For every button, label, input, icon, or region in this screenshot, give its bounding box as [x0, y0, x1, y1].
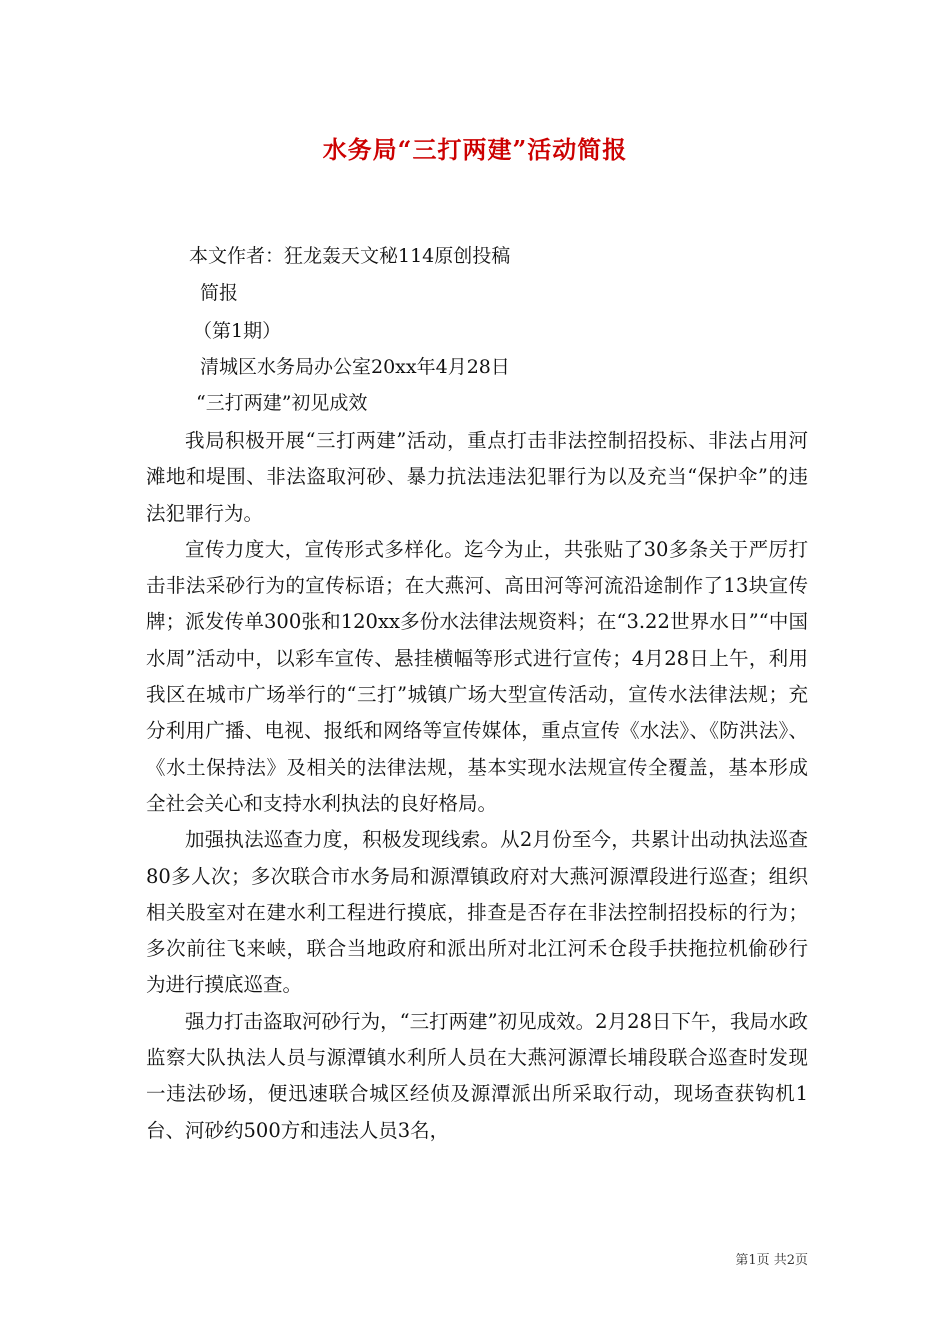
- paragraph: 宣传力度大，宣传形式多样化。迄今为止，共张贴了30多条关于严厉打击非法采砂行为的宣传标语；在大燕河、高田河等河流沿途制作了13块宣传牌；派发传单300张和120xx多份水法律法规资料；在“3.22世界水日”“中国水周”活动中，以彩车宣传、悬挂横幅等形式进行宣传；4月28日上午，利用我区在城市广场举行的“三打”城镇广场大型宣传活动，宣传水法律法规；充分利用广播、电视、报纸和网络等宣传媒体，重点宣传《水法》、《防洪法》、《水土保持法》及相关的法律法规，基本实现水法规宣传全覆盖，基本形成全社会关心和支持水利执法的良好格局。: [146, 537, 808, 815]
- office-date-line: 清城区水务局办公室20xx年4月28日: [200, 356, 510, 378]
- body-text: [146, 423, 808, 1149]
- paragraph: 强力打击盗取河砂行为，“三打两建”初见成效。2月28日下午，我局水政监察大队执法人员与源潭镇水利所人员在大燕河源潭长埔段联合巡查时发现一违法砂场，便迅速联合城区经侦及源潭派出所采取行动，现场查获钩机1台、河砂约500方和违法人员3名，: [146, 1009, 808, 1142]
- author-line: 本文作者：狂龙轰天文秘114原创投稿: [189, 245, 511, 267]
- brief-label: 简报: [200, 282, 239, 304]
- page-number: 第1页 共2页: [735, 1253, 808, 1268]
- section-headline: “三打两建”初见成效: [196, 392, 368, 414]
- paragraph: 我局积极开展“三打两建”活动，重点打击非法控制招投标、非法占用河滩地和堤围、非法盗取河砂、暴力抗法违法犯罪行为以及充当“保护伞”的违法犯罪行为。: [146, 429, 808, 525]
- document-title: 水务局“三打两建”活动简报: [322, 135, 628, 164]
- paragraph: 加强执法巡查力度，积极发现线索。从2月份至今，共累计出动执法巡查80多人次；多次联合市水务局和源潭镇政府对大燕河源潭段进行巡查；组织相关股室对在建水利工程进行摸底，排查是否存在非法控制招投标的行为；多次前往飞来峡，联合当地政府和派出所对北江河禾仓段手扶拖拉机偷砂行为进行摸底巡查。: [146, 828, 808, 997]
- issue-number: （第1期）: [193, 320, 282, 342]
